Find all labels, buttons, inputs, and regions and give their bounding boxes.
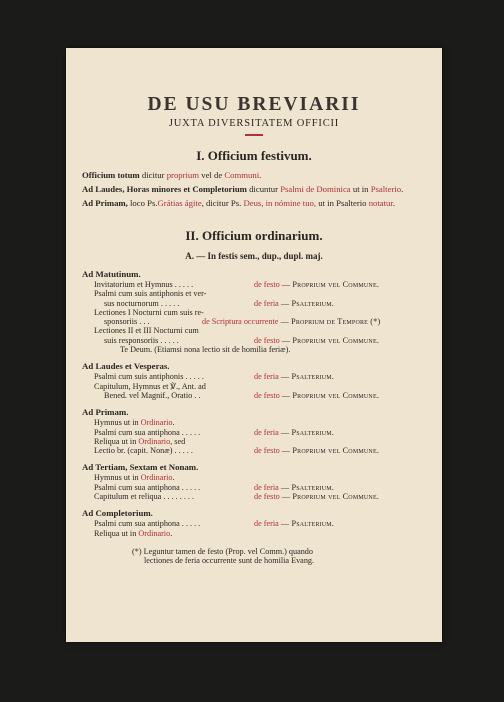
group-heading-matutinum: Ad Matutinum. [82,269,141,279]
row-text: Reliqua ut in Ordinario. [94,528,173,538]
rule-row [82,473,380,502]
rubric-text: Communi [224,170,260,180]
text: vel de [199,170,225,180]
paragraph-lead: Ad Primam, [82,198,128,208]
group-heading-laudes: Ad Laudes et Vesperas. [82,361,170,372]
group-heading-completorium: Ad Completorium. [82,508,153,519]
row-text: Te Deum. (Etiamsi nona lectio sit de homilia feriæ). [120,345,291,355]
group-heading-primam: Ad Primam. [82,407,129,418]
text: ut in [350,184,371,194]
footnote [82,547,426,566]
row-text: Lectiones I Nocturni cum suis re- [94,307,204,317]
row-text: Capitulum et reliqua . . . . . . . . [94,492,195,502]
text: ut in Psalterio [316,198,369,208]
rubric-text: proprium [166,170,200,180]
paragraph-ad-primam [82,198,426,208]
row-text: Invitatorium et Hymnus . . . . . [94,280,194,289]
row-text: Psalmi cum sua antiphona . . . . . [94,482,201,492]
row-text: Lectio br. (capit. Nonæ) . . . . . [94,446,193,456]
rule-row [82,372,380,400]
rubric-text: Psalterio [370,184,402,194]
rule-row [82,418,380,456]
row-text: Hymnus ut in Ordinario. [94,473,175,483]
row-text: sponsoriis . . . [104,317,150,327]
rule-row [82,280,380,308]
footnote-line: lectiones de feria occurrente sunt de homilia Evang. [144,556,315,566]
row-text: Bened. vel Magnif., Oratio . . [104,390,201,400]
text: dicitur [139,170,167,180]
text: . [259,170,262,180]
paragraph-officium-totum [82,170,426,180]
text: . [401,184,404,194]
row-assignment: de feria — Psalterium. [254,482,335,492]
rule-row [82,519,335,538]
row-assignment: de feria — Psalterium. [254,372,335,382]
row-text: Lectiones II et III Nocturni cum [94,326,199,336]
row-text: Psalmi cum sua antiphona . . . . . [94,427,201,437]
paragraph-lead: Officium totum [82,170,140,180]
text: , dicitur Ps. [201,198,244,208]
row-assignment: de feria — Psalterium. [254,427,335,437]
rule-row [82,307,381,327]
row-text: Reliqua ut in Ordinario, sed [94,436,186,446]
rubric-text: Grátias ágite [157,198,202,208]
text: dicuntur [246,184,281,194]
footnote-line: (*) Leguntur tamen de festo (Prop. vel Comm.) quando [132,546,313,556]
row-text: Psalmi cum suis antiphonis et ver- [94,289,207,299]
row-text: Hymnus ut in Ordinario. [94,418,175,428]
row-text: sus nocturnorum . . . . . [104,298,180,308]
document-title: DE USU BREVIARII [147,94,361,115]
row-assignment: de Scriptura occurrente — Proprium de Tempore (*) [202,317,381,327]
section-heading-ordinarium: II. Officium ordinarium. [185,228,323,243]
row-text: Psalmi cum suis antiphonis . . . . . [94,372,204,382]
rubric-text: Psalmi de Dominica [280,184,351,194]
row-assignment: de festo — Proprium vel Commune. [254,390,380,400]
row-text: Psalmi cum sua antiphona . . . . . [94,519,201,529]
row-assignment: de festo — Proprium vel Commune. [254,446,380,456]
row-assignment: de feria — Psalterium. [254,519,335,529]
row-assignment: de festo — Proprium vel Commune. [254,335,380,345]
row-assignment: de festo — Proprium vel Commune. [254,492,380,502]
section-heading-festivum: I. Officium festivum. [196,148,312,163]
rule-row [82,326,414,354]
document-page [66,48,442,642]
text: loco Ps. [127,198,158,208]
subsection-heading: A. — In festis sem., dup., dupl. maj. [185,251,323,261]
paragraph-ad-laudes [82,184,426,194]
row-text: suis responsoriis . . . . . [104,335,179,345]
rubric-text: Deus, in nómine tuo, [243,198,317,208]
row-assignment: de festo — Proprium vel Commune. [254,280,380,289]
document-subtitle: JUXTA DIVERSITATEM OFFICII [168,118,340,129]
row-text: Capitulum, Hymnus et ℣., Ant. ad [94,381,206,391]
text: . [392,198,395,208]
page-content [82,94,426,566]
rubric-text: notatur [368,198,393,208]
row-assignment: de feria — Psalterium. [254,298,335,308]
group-heading-tertiam: Ad Tertiam, Sextam et Nonam. [82,462,199,473]
ornament-rule [245,134,263,136]
paragraph-lead: Ad Laudes, Horas minores et Completorium [82,184,247,194]
